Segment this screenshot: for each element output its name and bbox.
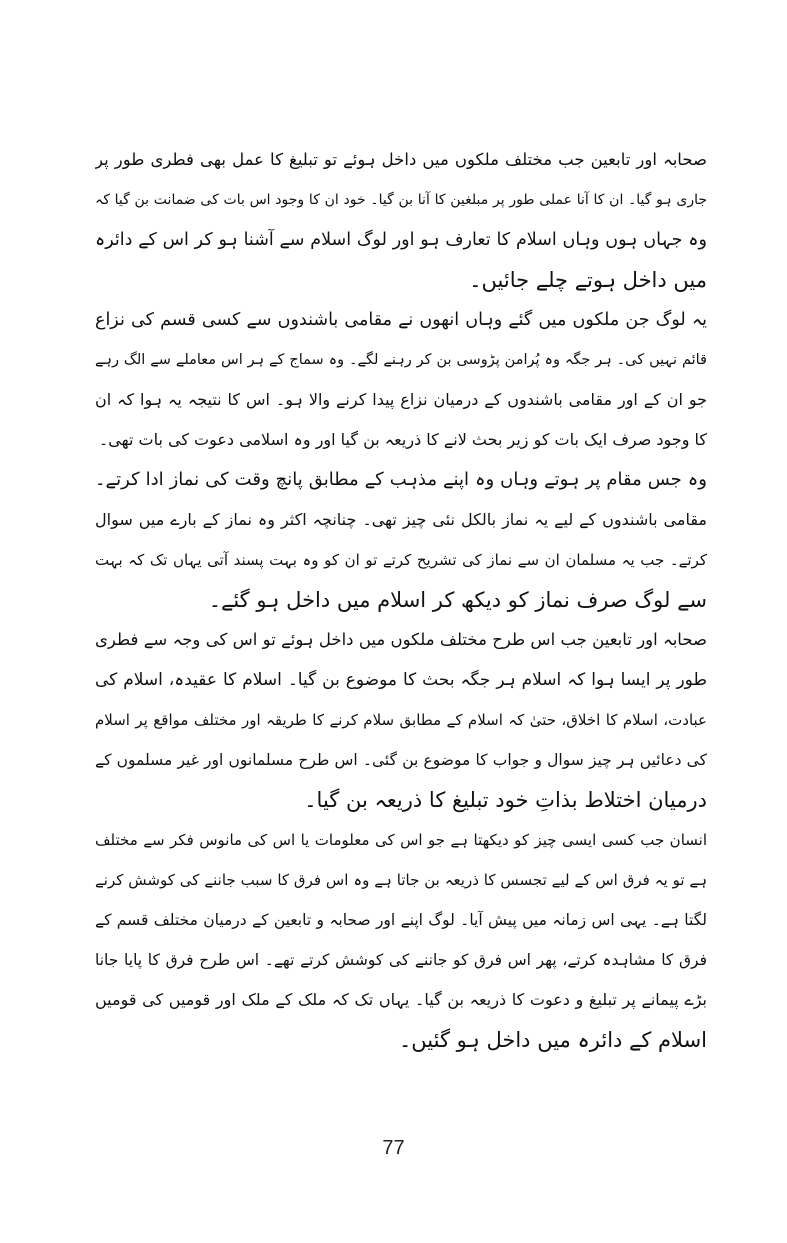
text-line: سے لوگ صرف نماز کو دیکھ کر اسلام میں داخل ہو گئے۔	[208, 588, 707, 612]
paragraph	[95, 820, 707, 1060]
text-line: طور پر ایسا ہوا کہ اسلام ہر جگہ بحث کا موضوع بن گیا۔ اسلام کا عقیدہ، اسلام کی	[95, 670, 707, 690]
text-line: اسلام کے دائرہ میں داخل ہو گئیں۔	[399, 1028, 707, 1052]
text-line: مقامی باشندوں کے لیے یہ نماز بالکل نئی چیز تھی۔ چنانچہ اکثر وہ نماز کے بارے میں سوال	[95, 510, 707, 529]
paragraph	[95, 140, 707, 300]
text-line: ہے تو یہ فرق اس کے لیے تجسس کا ذریعہ بن جاتا ہے وہ اس فرق کا سبب جاننے کی کوشش کرنے	[95, 871, 707, 889]
text-line: یہ لوگ جن ملکوں میں گئے وہاں انھوں نے مقامی باشندوں سے کسی قسم کی نزاع	[95, 310, 707, 330]
text-line: بڑے پیمانے پر تبلیغ و دعوت کا ذریعہ بن گیا۔ یہاں تک کہ ملک کے ملک اور قومیں کی قومیں	[95, 990, 707, 1009]
text-line: میں داخل ہوتے چلے جائیں۔	[469, 268, 707, 292]
text-line: کی دعائیں ہر چیز سوال و جواب کا موضوع بن گئی۔ اس طرح مسلمانوں اور غیر مسلموں کے	[95, 751, 707, 769]
page-body	[95, 140, 707, 1180]
paragraph	[95, 300, 707, 460]
paragraph	[95, 460, 707, 620]
text-line: کرتے۔ جب یہ مسلمان ان سے نماز کی تشریح کرتے تو ان کو وہ بہت پسند آتی یہاں تک کہ بہت	[95, 551, 707, 569]
text-line: صحابہ اور تابعین جب اس طرح مختلف ملکوں میں داخل ہوئے تو اس کی وجہ سے فطری	[95, 630, 707, 649]
text-line: فرق کا مشاہدہ کرتے، پھر اس فرق کو جاننے کی کوشش کرتے تھے۔ اس طرح فرق کا پایا جانا	[95, 951, 707, 969]
text-line: جاری ہو گیا۔ ان کا آنا عملی طور پر مبلغین کا آنا بن گیا۔ خود ان کا وجود اس بات کی ضمانت بن گیا کہ	[95, 192, 707, 208]
text-line: درمیان اختلاط بذاتِ خود تبلیغ کا ذریعہ بن گیا۔	[304, 788, 707, 812]
text-line: کا وجود صرف ایک بات کو زیر بحث لانے کا ذریعہ بن گیا اور وہ اسلامی دعوت کی بات تھی۔	[98, 430, 707, 449]
page-number: 77	[382, 1137, 405, 1159]
text-line: وہ جہاں ہوں وہاں اسلام کا تعارف ہو اور لوگ اسلام سے آشنا ہو کر اس کے دائرہ	[95, 230, 707, 250]
text-line: عبادت، اسلام کا اخلاق، حتیٰ کہ اسلام کے مطابق سلام کرنے کا طریقہ اور مختلف مواقع پر اسلام	[95, 711, 707, 729]
text-line: جو ان کے اور مقامی باشندوں کے درمیان نزاع پیدا کرنے والا ہو۔ اس کا نتیجہ یہ ہوا کہ ان	[95, 390, 707, 409]
text-line: لگتا ہے۔ یہی اس زمانہ میں پیش آیا۔ لوگ اپنے اور صحابہ و تابعین کے درمیان مختلف قسم کے	[95, 911, 707, 929]
text-line: قائم نہیں کی۔ ہر جگہ وہ پُرامن پڑوسی بن کر رہنے لگے۔ وہ سماج کے ہر اس معاملے سے الگ رہے	[95, 352, 707, 368]
paragraph	[95, 620, 707, 820]
text-line: وہ جس مقام پر ہوتے وہاں وہ اپنے مذہب کے مطابق پانچ وقت کی نماز ادا کرتے۔	[95, 469, 707, 490]
text-line: انسان جب کسی ایسی چیز کو دیکھتا ہے جو اس کی معلومات یا اس کی مانوس فکر سے مختلف	[95, 831, 707, 849]
text-line: صحابہ اور تابعین جب مختلف ملکوں میں داخل ہوئے تو تبلیغ کا عمل بھی فطری طور پر	[95, 150, 707, 169]
